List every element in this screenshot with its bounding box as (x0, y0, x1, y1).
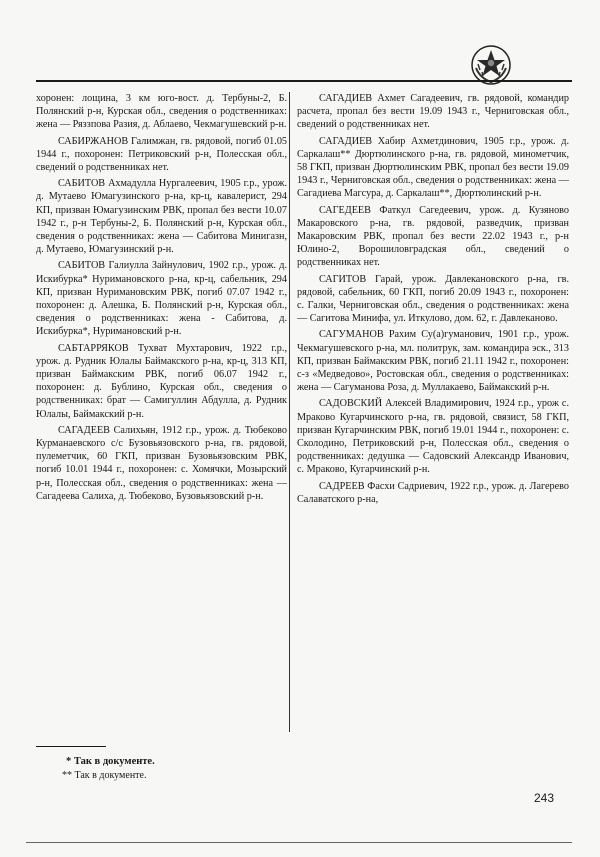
biography-entry (297, 397, 569, 476)
biography-entry (36, 424, 287, 503)
biography-entry (36, 92, 287, 132)
entry-text: Рахим Су(а)гуманович, 1901 г.р., урож. Чекмагушевского р-на, мл. политрук, зам. командира эск., 313 КП, призван Баймакским РВК, погиб 21.11 1942 г., похоронен: с-з «Медведово», Ростовская обл., сведения о родственниках: жена — Сагуманова Роза, д. Муллакаево, Баймакский р-н. (297, 329, 569, 394)
entry-text: Фасхи Садриевич, 1922 г.р., урож. д. Лагерево Салаватского р-на, (297, 480, 569, 505)
biography-entry (36, 177, 287, 256)
entry-surname: САБИТОВ (58, 178, 106, 190)
entry-surname: САГАДИЕВ (319, 93, 373, 104)
entry-surname: САБТАРРЯКОВ (58, 342, 129, 354)
entry-surname: САДОВСКИЙ (319, 398, 383, 410)
entry-surname: САДРЕЕВ (319, 480, 365, 492)
entry-text: Галимжан, гв. рядовой, погиб 01.05 1944 г., похоронен: Петриковский р-н, Полесская обл., сведений о родственниках нет. (36, 135, 288, 174)
entry-text: хоронен: лощина, 3 км юго-вост. д. Тербуны-2, Б. Полянский р-н, Курская обл., сведения о родственниках: жена — Ряззпова Разия, д. Аблаево, Чекмагушевский р-н. (36, 93, 287, 131)
entry-surname: САБИРЖАНОВ (58, 135, 129, 147)
left-column (36, 92, 287, 506)
biography-entry (297, 204, 569, 270)
entry-surname: САГЕДЕЕВ (319, 204, 371, 216)
biography-entry (36, 135, 287, 175)
footnote-rule (36, 746, 106, 747)
biography-entry (297, 92, 569, 132)
entry-text: Галиулла Зайнулович, 1902 г.р., урож. д. Искибурка* Нуримановского р-на, кр-ц, сабельник, 294 КП, призван Нуримановским РВК, погиб 07.07 1942 г., похоронен: д. Алешка, Б. Полянский р-н, Курская обл., сведения о родственниках: жена - Сабитова, д. Искибурка*, Нуримановский р-н. (36, 260, 287, 338)
entry-text: Ахмадулла Нургалеевич, 1905 г.р., урож. д. Мутаево Юмагузинского р-на, кр-ц, кавалерист, 294 КП, призван Юмагузинским РВК, пропал без вести 10.07 1942 г., р-н Тербуны-2, Б. Полянский р-н, Курская обл., сведения о родственниках: жена — Сабитова Минигазн, д. Мутаево, Юмагузинский р-н. (36, 178, 288, 256)
footer-rule (26, 842, 572, 843)
entry-surname: САГИТОВ (319, 273, 367, 285)
entry-text: Ахмет Сагадеевич, гв. рядовой, командир расчета, пропал без вести 19.09 1943 г., Черниговская обл., сведений о родственниках нет. (297, 93, 569, 131)
footnote-2: ** Так в документе. (62, 770, 147, 781)
page-number: 243 (534, 791, 555, 805)
biography-entry (36, 342, 287, 421)
right-column (297, 92, 569, 509)
entry-surname: САГАДИЕВ (319, 135, 373, 147)
biography-entry (36, 259, 287, 338)
entry-text: Алексей Владимирович, 1924 г.р., урож с. Мраково Кугарчинского р-на, гв. рядовой, связист, 58 ГКП, призван Кугарчинским РВК, погиб 19.01 1944 г., похоронен: с. Сколодино, Петриковский р-н, Полесская обл., сведения о родственниках: дедушка — Садовский Александр Иванович, с. Мраково, Кугарчинский р-н. (297, 398, 570, 476)
biography-entry (297, 135, 569, 201)
header-rule (36, 80, 572, 82)
footnote-1: * Так в документе. (66, 756, 155, 767)
biography-entry (297, 273, 569, 326)
entry-text: Гарай, урож. Давлекановского р-на, гв. рядовой, сабельник, 60 ГКП, погиб 20.09 1943 г., похоронен: с. Галки, Черниговская обл., сведения о родственниках: жена — Сагитова Минифа, ул. Иткулово, дом. 62, г. Давлеканово. (297, 273, 570, 325)
biography-entry (297, 480, 569, 506)
entry-text: Салихьян, 1912 г.р., урож. д. Тюбеково Курманаевского с/с Бузовьязовского р-на, гв. рядовой, пулеметчик, 60 ГКП, призван Бузовьязовским РВК, погиб 10.01 1944 г., похоронен: с. Хомячки, Мозырский р-н, Полесская обл., сведения о родственниках: жена — Сагадеева Салиха, д. Тюбеково, Бузовьязовский р-н. (36, 424, 287, 502)
entry-surname: САГАДЕЕВ (58, 424, 110, 436)
entry-text: Фаткул Сагедеевич, урож. д. Кузяново Макаровского р-на, гв. рядовой, разведчик, призван Макаровским РВК, пропал без вести 22.02 1943 г., р-н Юлино-2, Ворошиловградская обл., сведений о родственниках нет. (297, 204, 570, 269)
entry-surname: САГУМАНОВ (319, 329, 384, 341)
entry-text: Хабир Ахметдинович, 1905 г.р., урож. д. Саркалаш** Дюртюлинского р-на, гв. рядовой, минометчик, 58 ГКП, призван Дюртюлинским РВК, пропал без вести 19.09 1943 г., Черниговская обл., сведения о родственниках: жена — Сагадиева Магсура, д. Саркалаш**, Дюртюлинский р-н. (297, 135, 569, 200)
biography-entry (297, 328, 569, 394)
column-divider (289, 92, 290, 732)
entry-text: Тухват Мухтарович, 1922 г.р., урож. д. Рудник Юлалы Баймакского р-на, кр-ц, 313 КП, призван Баймакским РВК, погиб 06.07 1942 г., похоронен: д. Бублино, Курская обл., сведения о родственниках: брат — Самигуллин Абдулла, д. Рудник Юлалы, Баймакский р-н. (36, 342, 287, 420)
entry-surname: САБИТОВ (58, 260, 106, 272)
